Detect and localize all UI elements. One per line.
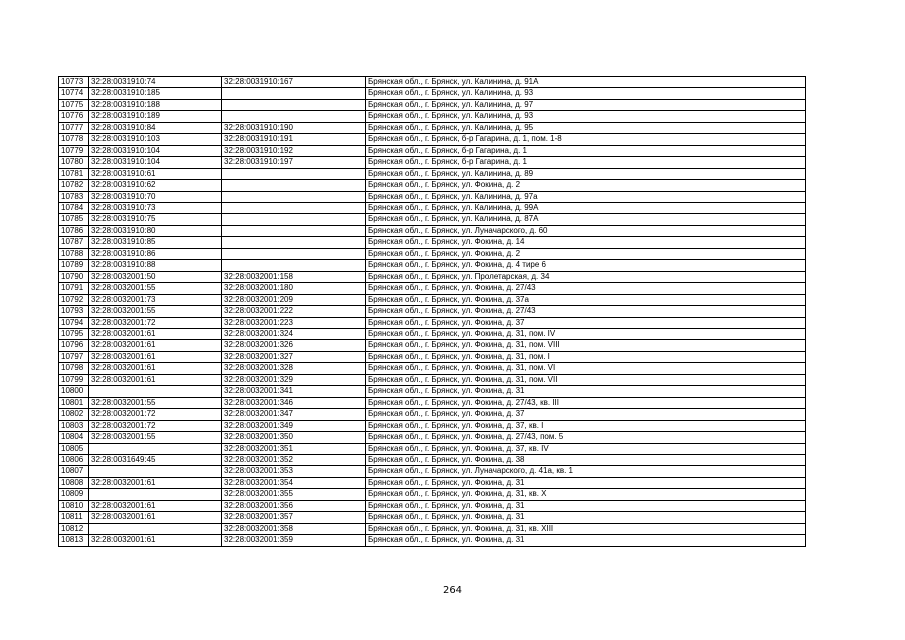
object-cadastral-cell: 32:28:0032001:351 (222, 443, 366, 454)
address-cell: Брянская обл., г. Брянск, ул. Фокина, д. 31, пом. VIII (366, 340, 806, 351)
object-cadastral-cell: 32:28:0032001:326 (222, 340, 366, 351)
table-row (59, 523, 806, 534)
row-number-cell: 10773 (59, 77, 89, 88)
address-cell: Брянская обл., г. Брянск, ул. Калинина, д. 89 (366, 168, 806, 179)
address-cell: Брянская обл., г. Брянск, б-р Гагарина, д. 1 (366, 157, 806, 168)
table-row (59, 374, 806, 385)
table-row (59, 409, 806, 420)
object-cadastral-cell: 32:28:0031910:167 (222, 77, 366, 88)
table-row (59, 443, 806, 454)
address-cell: Брянская обл., г. Брянск, ул. Фокина, д. 31, кв. X (366, 489, 806, 500)
land-cadastral-cell: 32:28:0031910:88 (89, 260, 222, 271)
row-number-cell: 10785 (59, 214, 89, 225)
address-cell: Брянская обл., г. Брянск, ул. Калинина, д. 97 (366, 99, 806, 110)
land-cadastral-cell: 32:28:0031910:74 (89, 77, 222, 88)
table-row (59, 294, 806, 305)
row-number-cell: 10779 (59, 145, 89, 156)
table-row (59, 77, 806, 88)
table-row (59, 512, 806, 523)
table-row (59, 535, 806, 546)
table-row (59, 283, 806, 294)
address-cell: Брянская обл., г. Брянск, ул. Фокина, д. 37а (366, 294, 806, 305)
object-cadastral-cell: 32:28:0032001:357 (222, 512, 366, 523)
object-cadastral-cell: 32:28:0032001:158 (222, 271, 366, 282)
row-number-cell: 10812 (59, 523, 89, 534)
land-cadastral-cell: 32:28:0031910:84 (89, 122, 222, 133)
object-cadastral-cell: 32:28:0032001:356 (222, 500, 366, 511)
object-cadastral-cell: 32:28:0032001:180 (222, 283, 366, 294)
table-row (59, 432, 806, 443)
object-cadastral-cell: 32:28:0032001:328 (222, 363, 366, 374)
land-cadastral-cell: 32:28:0031910:104 (89, 157, 222, 168)
object-cadastral-cell (222, 180, 366, 191)
table-row (59, 386, 806, 397)
row-number-cell: 10807 (59, 466, 89, 477)
address-cell: Брянская обл., г. Брянск, ул. Фокина, д. 37, кв. I (366, 420, 806, 431)
address-cell: Брянская обл., г. Брянск, ул. Фокина, д. 31, пом. IV (366, 328, 806, 339)
row-number-cell: 10806 (59, 454, 89, 465)
address-cell: Брянская обл., г. Брянск, ул. Фокина, д. 31 (366, 512, 806, 523)
address-cell: Брянская обл., г. Брянск, б-р Гагарина, д. 1 (366, 145, 806, 156)
registry-table-body (59, 77, 806, 547)
land-cadastral-cell: 32:28:0031910:73 (89, 202, 222, 213)
object-cadastral-cell: 32:28:0032001:350 (222, 432, 366, 443)
object-cadastral-cell: 32:28:0032001:222 (222, 306, 366, 317)
address-cell: Брянская обл., г. Брянск, ул. Пролетарская, д. 34 (366, 271, 806, 282)
table-row (59, 466, 806, 477)
address-cell: Брянская обл., г. Брянск, ул. Фокина, д. 38 (366, 454, 806, 465)
address-cell: Брянская обл., г. Брянск, ул. Фокина, д. 31 (366, 535, 806, 546)
land-cadastral-cell: 32:28:0032001:50 (89, 271, 222, 282)
land-cadastral-cell: 32:28:0032001:55 (89, 306, 222, 317)
row-number-cell: 10805 (59, 443, 89, 454)
land-cadastral-cell: 32:28:0032001:61 (89, 351, 222, 362)
table-row (59, 500, 806, 511)
address-cell: Брянская обл., г. Брянск, ул. Фокина, д. 37 (366, 409, 806, 420)
address-cell: Брянская обл., г. Брянск, ул. Фокина, д. 31 (366, 386, 806, 397)
row-number-cell: 10803 (59, 420, 89, 431)
address-cell: Брянская обл., г. Брянск, ул. Калинина, д. 87А (366, 214, 806, 225)
row-number-cell: 10786 (59, 225, 89, 236)
address-cell: Брянская обл., г. Брянск, ул. Фокина, д. 27/43, кв. III (366, 397, 806, 408)
address-cell: Брянская обл., г. Брянск, ул. Луначарского, д. 60 (366, 225, 806, 236)
object-cadastral-cell: 32:28:0031910:190 (222, 122, 366, 133)
row-number-cell: 10791 (59, 283, 89, 294)
object-cadastral-cell (222, 191, 366, 202)
object-cadastral-cell (222, 248, 366, 259)
address-cell: Брянская обл., г. Брянск, ул. Калинина, д. 97а (366, 191, 806, 202)
address-cell: Брянская обл., г. Брянск, ул. Фокина, д. 2 (366, 248, 806, 259)
object-cadastral-cell (222, 88, 366, 99)
row-number-cell: 10798 (59, 363, 89, 374)
row-number-cell: 10777 (59, 122, 89, 133)
address-cell: Брянская обл., г. Брянск, ул. Калинина, д. 93 (366, 111, 806, 122)
land-cadastral-cell (89, 489, 222, 500)
address-cell: Брянская обл., г. Брянск, ул. Фокина, д. 31 (366, 477, 806, 488)
object-cadastral-cell: 32:28:0032001:359 (222, 535, 366, 546)
row-number-cell: 10776 (59, 111, 89, 122)
land-cadastral-cell (89, 466, 222, 477)
table-row (59, 248, 806, 259)
row-number-cell: 10801 (59, 397, 89, 408)
object-cadastral-cell: 32:28:0032001:341 (222, 386, 366, 397)
object-cadastral-cell: 32:28:0032001:324 (222, 328, 366, 339)
table-row (59, 477, 806, 488)
land-cadastral-cell: 32:28:0032001:73 (89, 294, 222, 305)
address-cell: Брянская обл., г. Брянск, ул. Калинина, д. 99А (366, 202, 806, 213)
object-cadastral-cell (222, 260, 366, 271)
land-cadastral-cell (89, 523, 222, 534)
row-number-cell: 10794 (59, 317, 89, 328)
object-cadastral-cell: 32:28:0032001:354 (222, 477, 366, 488)
address-cell: Брянская обл., г. Брянск, ул. Фокина, д. 37 (366, 317, 806, 328)
object-cadastral-cell: 32:28:0032001:209 (222, 294, 366, 305)
land-cadastral-cell: 32:28:0032001:61 (89, 477, 222, 488)
table-row (59, 271, 806, 282)
table-row (59, 214, 806, 225)
address-cell: Брянская обл., г. Брянск, ул. Фокина, д. 14 (366, 237, 806, 248)
row-number-cell: 10799 (59, 374, 89, 385)
row-number-cell: 10790 (59, 271, 89, 282)
land-cadastral-cell: 32:28:0031910:80 (89, 225, 222, 236)
table-row (59, 260, 806, 271)
object-cadastral-cell: 32:28:0032001:352 (222, 454, 366, 465)
address-cell: Брянская обл., г. Брянск, ул. Фокина, д. 31, пом. VII (366, 374, 806, 385)
row-number-cell: 10808 (59, 477, 89, 488)
table-row (59, 99, 806, 110)
object-cadastral-cell (222, 168, 366, 179)
object-cadastral-cell (222, 111, 366, 122)
row-number-cell: 10797 (59, 351, 89, 362)
land-cadastral-cell (89, 443, 222, 454)
land-cadastral-cell: 32:28:0032001:72 (89, 317, 222, 328)
table-row (59, 180, 806, 191)
row-number-cell: 10783 (59, 191, 89, 202)
table-row (59, 237, 806, 248)
land-cadastral-cell: 32:28:0032001:61 (89, 340, 222, 351)
row-number-cell: 10811 (59, 512, 89, 523)
object-cadastral-cell: 32:28:0032001:349 (222, 420, 366, 431)
row-number-cell: 10809 (59, 489, 89, 500)
object-cadastral-cell: 32:28:0032001:355 (222, 489, 366, 500)
land-cadastral-cell: 32:28:0032001:61 (89, 363, 222, 374)
land-cadastral-cell: 32:28:0032001:55 (89, 432, 222, 443)
address-cell: Брянская обл., г. Брянск, ул. Фокина, д. 31, пом. VI (366, 363, 806, 374)
object-cadastral-cell: 32:28:0032001:347 (222, 409, 366, 420)
object-cadastral-cell (222, 237, 366, 248)
object-cadastral-cell (222, 225, 366, 236)
object-cadastral-cell: 32:28:0031910:197 (222, 157, 366, 168)
address-cell: Брянская обл., г. Брянск, ул. Луначарского, д. 41а, кв. 1 (366, 466, 806, 477)
land-cadastral-cell: 32:28:0031910:61 (89, 168, 222, 179)
table-row (59, 340, 806, 351)
table-row (59, 168, 806, 179)
address-cell: Брянская обл., г. Брянск, ул. Фокина, д. 2 (366, 180, 806, 191)
address-cell: Брянская обл., г. Брянск, ул. Фокина, д. 31, кв. XIII (366, 523, 806, 534)
row-number-cell: 10795 (59, 328, 89, 339)
land-cadastral-cell: 32:28:0031910:85 (89, 237, 222, 248)
row-number-cell: 10778 (59, 134, 89, 145)
object-cadastral-cell: 32:28:0032001:327 (222, 351, 366, 362)
land-cadastral-cell: 32:28:0031910:103 (89, 134, 222, 145)
object-cadastral-cell (222, 214, 366, 225)
table-row (59, 317, 806, 328)
object-cadastral-cell: 32:28:0032001:223 (222, 317, 366, 328)
land-cadastral-cell: 32:28:0032001:61 (89, 328, 222, 339)
row-number-cell: 10804 (59, 432, 89, 443)
table-row (59, 351, 806, 362)
land-cadastral-cell: 32:28:0031910:188 (89, 99, 222, 110)
object-cadastral-cell: 32:28:0032001:329 (222, 374, 366, 385)
address-cell: Брянская обл., г. Брянск, ул. Фокина, д. 27/43 (366, 306, 806, 317)
table-row (59, 328, 806, 339)
row-number-cell: 10774 (59, 88, 89, 99)
address-cell: Брянская обл., г. Брянск, ул. Калинина, д. 93 (366, 88, 806, 99)
table-row (59, 157, 806, 168)
table-row (59, 145, 806, 156)
registry-table (58, 76, 806, 547)
row-number-cell: 10775 (59, 99, 89, 110)
row-number-cell: 10787 (59, 237, 89, 248)
land-cadastral-cell: 32:28:0032001:61 (89, 535, 222, 546)
object-cadastral-cell (222, 99, 366, 110)
row-number-cell: 10810 (59, 500, 89, 511)
table-row (59, 306, 806, 317)
page-number: 264 (442, 585, 463, 596)
row-number-cell: 10780 (59, 157, 89, 168)
table-row (59, 111, 806, 122)
row-number-cell: 10802 (59, 409, 89, 420)
table-row (59, 134, 806, 145)
table-row (59, 363, 806, 374)
row-number-cell: 10784 (59, 202, 89, 213)
table-row (59, 225, 806, 236)
object-cadastral-cell: 32:28:0032001:358 (222, 523, 366, 534)
land-cadastral-cell: 32:28:0032001:72 (89, 409, 222, 420)
land-cadastral-cell: 32:28:0031910:75 (89, 214, 222, 225)
row-number-cell: 10792 (59, 294, 89, 305)
land-cadastral-cell: 32:28:0032001:61 (89, 512, 222, 523)
table-row (59, 397, 806, 408)
object-cadastral-cell: 32:28:0032001:346 (222, 397, 366, 408)
table-row (59, 122, 806, 133)
address-cell: Брянская обл., г. Брянск, ул. Фокина, д. 37, кв. IV (366, 443, 806, 454)
address-cell: Брянская обл., г. Брянск, б-р Гагарина, д. 1, пом. 1-8 (366, 134, 806, 145)
land-cadastral-cell: 32:28:0031649:45 (89, 454, 222, 465)
table-row (59, 489, 806, 500)
object-cadastral-cell (222, 202, 366, 213)
address-cell: Брянская обл., г. Брянск, ул. Фокина, д. 31, пом. I (366, 351, 806, 362)
land-cadastral-cell: 32:28:0031910:86 (89, 248, 222, 259)
land-cadastral-cell: 32:28:0031910:70 (89, 191, 222, 202)
row-number-cell: 10788 (59, 248, 89, 259)
land-cadastral-cell: 32:28:0032001:55 (89, 283, 222, 294)
land-cadastral-cell: 32:28:0031910:189 (89, 111, 222, 122)
table-row (59, 88, 806, 99)
object-cadastral-cell: 32:28:0032001:353 (222, 466, 366, 477)
address-cell: Брянская обл., г. Брянск, ул. Фокина, д. 4 тире 6 (366, 260, 806, 271)
row-number-cell: 10800 (59, 386, 89, 397)
object-cadastral-cell: 32:28:0031910:191 (222, 134, 366, 145)
address-cell: Брянская обл., г. Брянск, ул. Калинина, д. 95 (366, 122, 806, 133)
land-cadastral-cell: 32:28:0032001:61 (89, 500, 222, 511)
land-cadastral-cell: 32:28:0032001:55 (89, 397, 222, 408)
address-cell: Брянская обл., г. Брянск, ул. Фокина, д. 31 (366, 500, 806, 511)
land-cadastral-cell: 32:28:0031910:62 (89, 180, 222, 191)
object-cadastral-cell: 32:28:0031910:192 (222, 145, 366, 156)
land-cadastral-cell: 32:28:0031910:104 (89, 145, 222, 156)
address-cell: Брянская обл., г. Брянск, ул. Калинина, д. 91А (366, 77, 806, 88)
table-row (59, 191, 806, 202)
land-cadastral-cell: 32:28:0032001:61 (89, 374, 222, 385)
row-number-cell: 10793 (59, 306, 89, 317)
row-number-cell: 10781 (59, 168, 89, 179)
land-cadastral-cell: 32:28:0032001:72 (89, 420, 222, 431)
land-cadastral-cell (89, 386, 222, 397)
row-number-cell: 10796 (59, 340, 89, 351)
row-number-cell: 10813 (59, 535, 89, 546)
table-row (59, 420, 806, 431)
land-cadastral-cell: 32:28:0031910:185 (89, 88, 222, 99)
table-row (59, 202, 806, 213)
row-number-cell: 10782 (59, 180, 89, 191)
row-number-cell: 10789 (59, 260, 89, 271)
address-cell: Брянская обл., г. Брянск, ул. Фокина, д. 27/43 (366, 283, 806, 294)
table-row (59, 454, 806, 465)
address-cell: Брянская обл., г. Брянск, ул. Фокина, д. 27/43, пом. 5 (366, 432, 806, 443)
